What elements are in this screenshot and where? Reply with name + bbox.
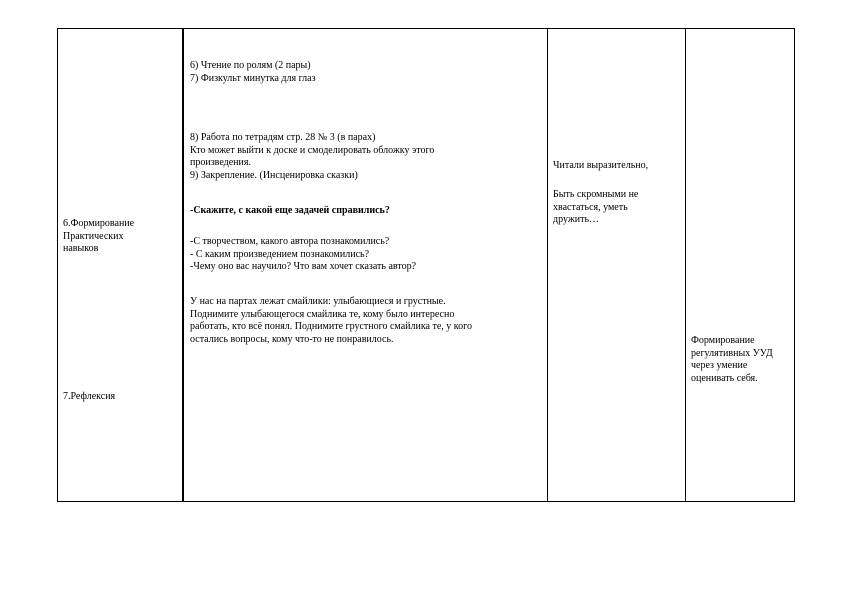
activity-block-reflection-questions: -С творчеством, какого автора познакомились? - С каким произведением познакомились? -Чему оно вас научило? Что вам хочет сказать автор? bbox=[190, 236, 417, 272]
activity-question: -Скажите, с какой еще задачей справились? bbox=[190, 205, 390, 216]
column-divider bbox=[547, 29, 548, 501]
column-divider bbox=[685, 29, 686, 501]
stage-6-label: 6.Формирование Практических навыков bbox=[63, 218, 135, 254]
stage-7-label: 7.Рефлексия bbox=[63, 391, 116, 402]
activity-block-reading: 6) Чтение по ролям (2 пары) 7) Физкульт минутка для глаз bbox=[190, 60, 316, 84]
activity-block-smileys: У нас на партах лежат смайлики: улыбающиеся и грустные. Поднимите улыбающегося смайлика те, кому было интересно работать, кто всё понял. Поднимите грустного смайлика те, у кого остались вопросы, кому что-то не понравилось. bbox=[190, 296, 472, 345]
lesson-table bbox=[57, 28, 795, 502]
uud-description: Формирование регулятивных УУД через умение оценивать себя. bbox=[691, 335, 773, 384]
activity-block-workbook: 8) Работа по тетрадям стр. 28 № 3 (в парах) Кто может выйти к доске и смоделировать обложку этого произведения. 9) Закрепление. (Инсценировка сказки) bbox=[190, 132, 435, 181]
student-activity-line1: Читали выразительно, bbox=[553, 160, 649, 171]
column-divider bbox=[182, 29, 184, 501]
student-activity-line2: Быть скромными не хвастаться, уметь дружить… bbox=[553, 189, 639, 225]
